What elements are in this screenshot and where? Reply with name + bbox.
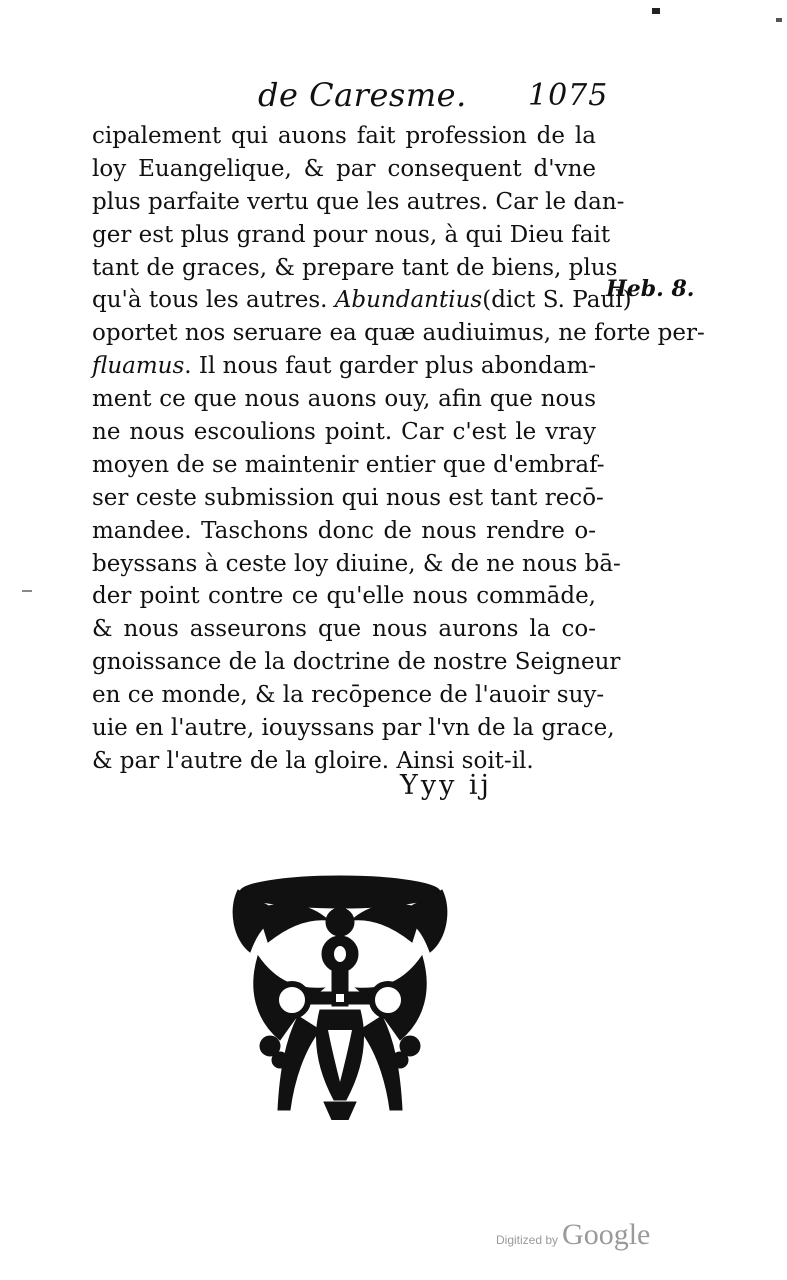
margin-note: Heb. 8.: [606, 276, 695, 302]
text-line: ment ce que nous auons ouy, afin que nous: [92, 386, 596, 413]
text-line: & nous asseurons que nous aurons la co-: [92, 616, 596, 643]
text-fragment: . Il nous faut garder plus abondam-: [184, 353, 597, 380]
text-line: tant de graces, & prepare tant de biens, plus: [92, 254, 618, 281]
text-line: moyen de se maintenir entier que d'embraf-: [92, 451, 605, 478]
text-line: [92, 350, 596, 383]
latin-quote-end: fluamus: [92, 353, 185, 380]
running-title: de Caresme.: [258, 76, 467, 114]
text-line-last: & par l'autre de la gloire. Ainsi soit-il.: [92, 747, 534, 774]
text-line: cipalement qui auons fait profession de la: [92, 123, 596, 149]
tailpiece-ornament: [228, 870, 452, 1120]
text-line: der point contre ce qu'elle nous commāde,: [92, 583, 596, 610]
latin-quote-word: Abundantius: [334, 287, 483, 314]
text-line: en ce monde, & la recōpence de l'auoir suy-: [92, 682, 605, 709]
latin-quote-line: oportet nos seruare ea quæ audiuimus, ne forte per-: [92, 320, 705, 347]
text-line: ger est plus grand pour nous, à qui Dieu fait: [92, 221, 611, 248]
watermark-brand: Google: [562, 1218, 651, 1251]
text-line: mandee. Taschons donc de nous rendre o-: [92, 517, 596, 544]
text-line: ser ceste submission qui nous est tant recō-: [92, 484, 604, 511]
citation-inline: (dict S. Paul): [482, 287, 632, 314]
signature-mark: Yyy ij: [400, 770, 492, 801]
page-header: [0, 72, 787, 122]
text-line: gnoissance de la doctrine de nostre Seigneur: [92, 649, 621, 676]
text-line: beyssans à ceste loy diuine, & de ne nous bā-: [92, 550, 621, 577]
text-line: loy Euangelique, & par consequent d'vne: [92, 155, 596, 182]
text-line: ne nous escoulions point. Car c'est le vray: [92, 419, 596, 446]
watermark-prefix: Digitized by: [496, 1233, 559, 1247]
page-number: 1075: [528, 78, 609, 113]
google-watermark: [496, 1218, 650, 1252]
text-line: uie en l'autre, iouyssans par l'vn de la grace,: [92, 715, 615, 742]
text-fragment: qu'à tous les autres.: [92, 287, 335, 314]
text-line: plus parfaite vertu que les autres. Car le dan-: [92, 188, 625, 215]
text-line: [92, 284, 632, 317]
